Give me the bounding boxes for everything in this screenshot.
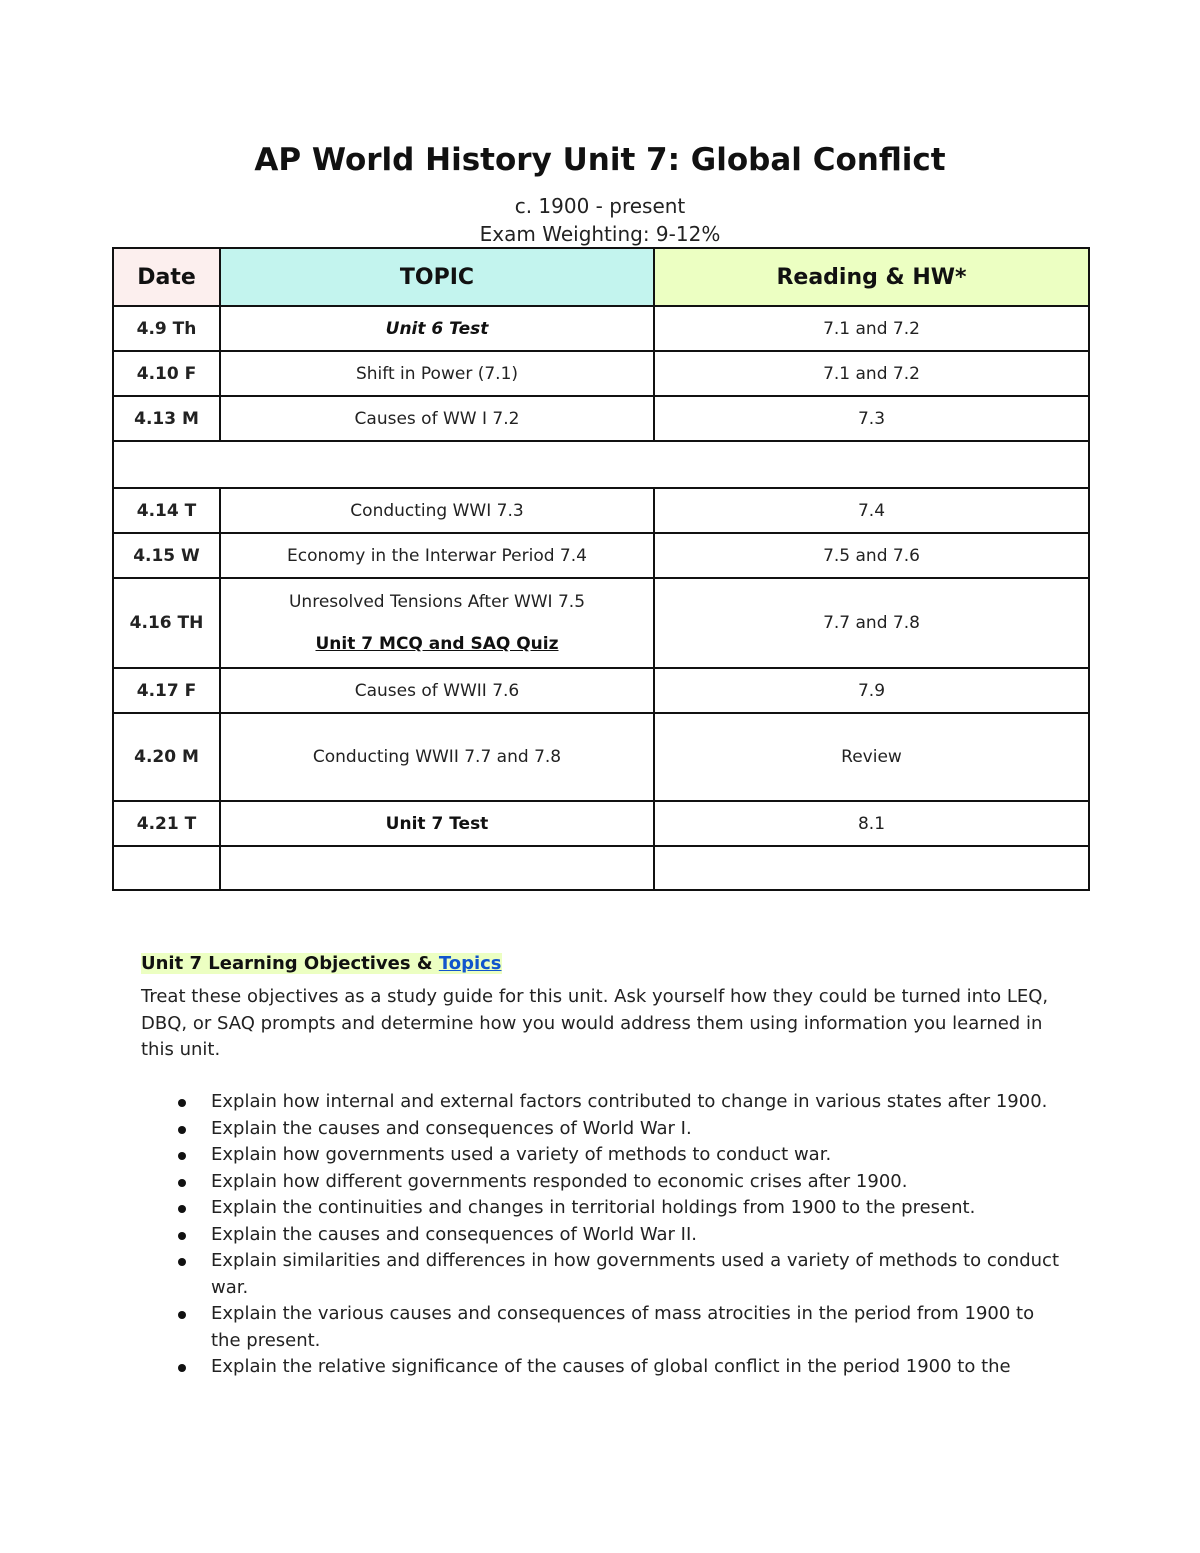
row-reading: 8.1: [654, 801, 1089, 846]
bullet-icon: [178, 1099, 186, 1107]
row-reading: 7.9: [654, 668, 1089, 713]
bullet-icon: [178, 1179, 186, 1187]
objective-text: Explain the relative significance of the causes of global conflict in the period 1900 to the: [211, 1356, 1011, 1377]
row-topic: Conducting WWI 7.3: [220, 488, 654, 533]
list-item: [141, 1354, 1066, 1381]
row-topic: [220, 306, 654, 351]
row-reading: 7.4: [654, 488, 1089, 533]
row-topic: Economy in the Interwar Period 7.4: [220, 533, 654, 578]
row-topic: [220, 801, 654, 846]
bullet-icon: [178, 1258, 186, 1266]
row-topic-text: Unit 7 Test: [385, 813, 489, 834]
quiz-label: Unit 7 MCQ and SAQ Quiz: [315, 634, 559, 654]
table-row: [113, 578, 1089, 668]
list-item: [141, 1142, 1066, 1169]
row-topic: Shift in Power (7.1): [220, 351, 654, 396]
row-date: 4.10 F: [113, 351, 220, 396]
bullet-icon: [178, 1364, 186, 1372]
bullet-icon: [178, 1205, 186, 1213]
table-row: [113, 668, 1089, 713]
row-topic-text: Unresolved Tensions After WWI 7.5: [288, 592, 586, 612]
row-date: 4.21 T: [113, 801, 220, 846]
row-topic: Causes of WW I 7.2: [220, 396, 654, 441]
table-header-row: [113, 248, 1089, 306]
empty-cell: [654, 846, 1089, 890]
document-title: AP World History Unit 7: Global Conflict: [254, 142, 946, 178]
row-date: 4.20 M: [113, 713, 220, 801]
row-date: 4.15 W: [113, 533, 220, 578]
table-row: [113, 306, 1089, 351]
exam-weighting-subtitle: Exam Weighting: 9-12%: [479, 222, 721, 246]
topics-link[interactable]: Topics: [438, 953, 502, 974]
date-range-subtitle: c. 1900 - present: [514, 194, 686, 218]
table-row: [113, 488, 1089, 533]
row-topic-text: Unit 6 Test: [385, 318, 489, 339]
table-empty-row: [113, 846, 1089, 890]
table-row: [113, 713, 1089, 801]
table-row: [113, 351, 1089, 396]
table-row: [113, 533, 1089, 578]
header-date: Date: [113, 248, 220, 306]
list-item: [141, 1248, 1066, 1301]
empty-cell: [220, 846, 654, 890]
header-topic: TOPIC: [220, 248, 654, 306]
objectives-list: [141, 1089, 1066, 1381]
objectives-heading-text: Unit 7 Learning Objectives &: [141, 953, 439, 974]
list-item: [141, 1116, 1066, 1143]
spacer-cell: [113, 441, 1089, 488]
row-reading: Review: [654, 713, 1089, 801]
bullet-icon: [178, 1126, 186, 1134]
header-reading: Reading & HW*: [654, 248, 1089, 306]
list-item: [141, 1222, 1066, 1249]
empty-cell: [113, 846, 220, 890]
objective-text: Explain the causes and consequences of World War II.: [211, 1223, 698, 1245]
objective-text: Explain how governments used a variety of methods to conduct war.: [211, 1144, 832, 1165]
row-reading: 7.1 and 7.2: [654, 306, 1089, 351]
objective-text: Explain how internal and external factors contributed to change in various states after 1900.: [211, 1091, 1048, 1112]
row-date: 4.9 Th: [113, 306, 220, 351]
table-spacer-row: [113, 441, 1089, 488]
row-reading: 7.1 and 7.2: [654, 351, 1089, 396]
row-reading: 7.7 and 7.8: [654, 578, 1089, 668]
objective-text: Explain the various causes and consequences of mass atrocities in the period from 1900 to the present.: [211, 1303, 1035, 1351]
list-item: [141, 1195, 1066, 1222]
table-row: [113, 801, 1089, 846]
row-reading: 7.3: [654, 396, 1089, 441]
row-topic: [220, 578, 654, 668]
row-date: 4.17 F: [113, 668, 220, 713]
objective-text: Explain the causes and consequences of World War I.: [211, 1117, 692, 1139]
list-item: [141, 1301, 1066, 1354]
row-reading: 7.5 and 7.6: [654, 533, 1089, 578]
row-date: 4.13 M: [113, 396, 220, 441]
objective-text: Explain similarities and differences in how governments used a variety of methods to conduct war.: [211, 1250, 1059, 1298]
bullet-icon: [178, 1152, 186, 1160]
row-topic: Causes of WWII 7.6: [220, 668, 654, 713]
list-item: [141, 1089, 1066, 1116]
objective-text: Explain how different governments responded to economic crises after 1900.: [211, 1170, 908, 1192]
objectives-intro: Treat these objectives as a study guide for this unit. Ask yourself how they could be turned into LEQ, DBQ, or SAQ prompts and determine how you would address them using information you learned in this unit.: [141, 986, 1049, 1060]
bullet-icon: [178, 1311, 186, 1319]
table-row: [113, 396, 1089, 441]
objectives-heading: [141, 953, 502, 974]
list-item: [141, 1169, 1066, 1196]
objective-text: Explain the continuities and changes in territorial holdings from 1900 to the present.: [211, 1197, 976, 1218]
schedule-table: [112, 247, 1090, 891]
row-date: 4.14 T: [113, 488, 220, 533]
bullet-icon: [178, 1232, 186, 1240]
row-date: 4.16 TH: [113, 578, 220, 668]
row-topic: Conducting WWII 7.7 and 7.8: [220, 713, 654, 801]
